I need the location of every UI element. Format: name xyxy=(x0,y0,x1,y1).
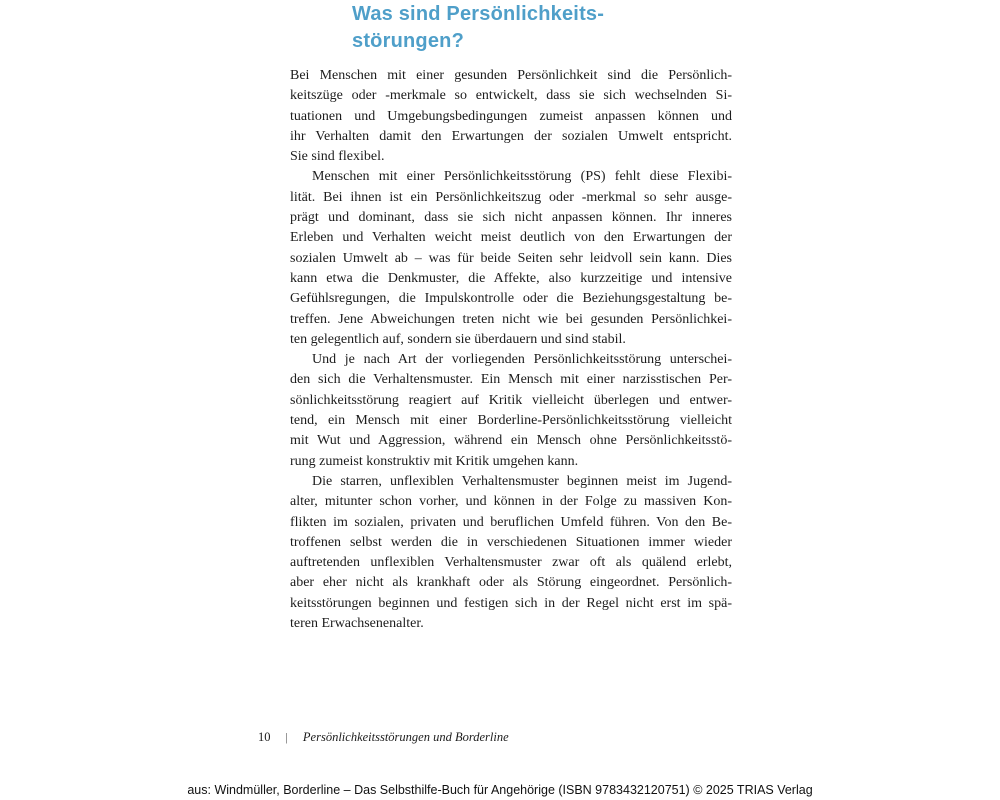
text-line: tuationen und Umgebungsbedingungen zumeist anpassen können und xyxy=(290,108,732,124)
page-footer xyxy=(258,730,509,745)
text-line: tend, ein Mensch mit einer Borderline-Persönlichkeitsstörung vielleicht xyxy=(290,413,732,429)
paragraph xyxy=(290,167,732,350)
text-line: Gefühlsregungen, die Impulskontrolle oder die Beziehungsgestaltung be- xyxy=(290,291,732,307)
page-heading xyxy=(352,1,604,55)
text-line: Erleben und Verhalten weicht meist deutlich von den Erwartungen der xyxy=(290,230,732,246)
text-line: sönlichkeitsstörung reagiert auf Kritik vielleicht überlegen und entwer- xyxy=(290,392,732,408)
text-line: flikten im sozialen, privaten und beruflichen Umfeld führen. Von den Be- xyxy=(290,514,732,530)
text-line: keitsstörungen beginnen und festigen sich in der Regel nicht erst im spä- xyxy=(290,595,732,611)
text-line: troffenen selbst werden die in verschiedenen Situationen immer wieder xyxy=(290,534,732,550)
text-line: treffen. Jene Abweichungen treten nicht wie bei gesunden Persönlichkei- xyxy=(290,311,732,327)
footer-separator: | xyxy=(285,730,288,744)
text-line: aber eher nicht als krankhaft oder als Störung eingeordnet. Persönlich- xyxy=(290,575,732,591)
text-line: kann etwa die Denkmuster, die Affekte, also kurzzeitige und intensive xyxy=(290,270,732,286)
footer-chapter-title: Persönlichkeitsstörungen und Borderline xyxy=(302,730,509,744)
text-line: den sich die Verhaltensmuster. Ein Mensch mit einer narzisstischen Per- xyxy=(290,372,732,388)
text-line: Und je nach Art der vorliegenden Persönlichkeitsstörung unterschei- xyxy=(312,352,732,368)
text-line: keitszüge oder -merkmale so entwickelt, dass sie sich wechselnden Si- xyxy=(290,88,732,104)
text-line: prägt und dominant, dass sie sich nicht anpassen können. Ihr inneres xyxy=(290,210,732,226)
text-line: teren Erwachsenenalter. xyxy=(290,616,424,632)
heading-line-1: Was sind Persönlichkeits- xyxy=(352,3,605,25)
text-line: Die starren, unflexiblen Verhaltensmuster beginnen meist im Jugend- xyxy=(312,473,732,489)
text-line: ihr Verhalten damit den Erwartungen der sozialen Umwelt entspricht. xyxy=(290,128,732,144)
paragraph xyxy=(290,66,732,167)
body-text xyxy=(290,66,732,634)
text-line: alter, mitunter schon vorher, und können in der Folge zu massiven Kon- xyxy=(290,494,732,510)
copyright-credit-line: aus: Windmüller, Borderline – Das Selbsthilfe-Buch für Angehörige (ISBN 9783432120751) © 2025 TRIAS Verlag xyxy=(187,783,813,797)
text-line: lität. Bei ihnen ist ein Persönlichkeitszug oder -merkmal so sehr ausge- xyxy=(290,189,732,205)
text-line: Sie sind flexibel. xyxy=(290,149,385,165)
text-line: rung zumeist konstruktiv mit Kritik umgehen kann. xyxy=(290,453,579,469)
text-line: auftretenden unflexiblen Verhaltensmuster zwar oft als quälend erlebt, xyxy=(290,555,732,571)
paragraph xyxy=(290,472,732,634)
paragraph xyxy=(290,350,732,472)
page-number: 10 xyxy=(258,730,271,744)
heading-line-2: störungen? xyxy=(352,30,464,52)
text-line: sozialen Umwelt ab – was für beide Seiten sehr leidvoll sein kann. Dies xyxy=(290,250,732,266)
text-line: Menschen mit einer Persönlichkeitsstörung (PS) fehlt diese Flexibi- xyxy=(312,169,732,185)
text-line: mit Wut und Aggression, während ein Mensch ohne Persönlichkeitsstö- xyxy=(290,433,732,449)
text-line: ten gelegentlich auf, sondern sie überdauern und sind stabil. xyxy=(290,331,626,347)
text-line: Bei Menschen mit einer gesunden Persönlichkeit sind die Persönlich- xyxy=(290,68,732,83)
